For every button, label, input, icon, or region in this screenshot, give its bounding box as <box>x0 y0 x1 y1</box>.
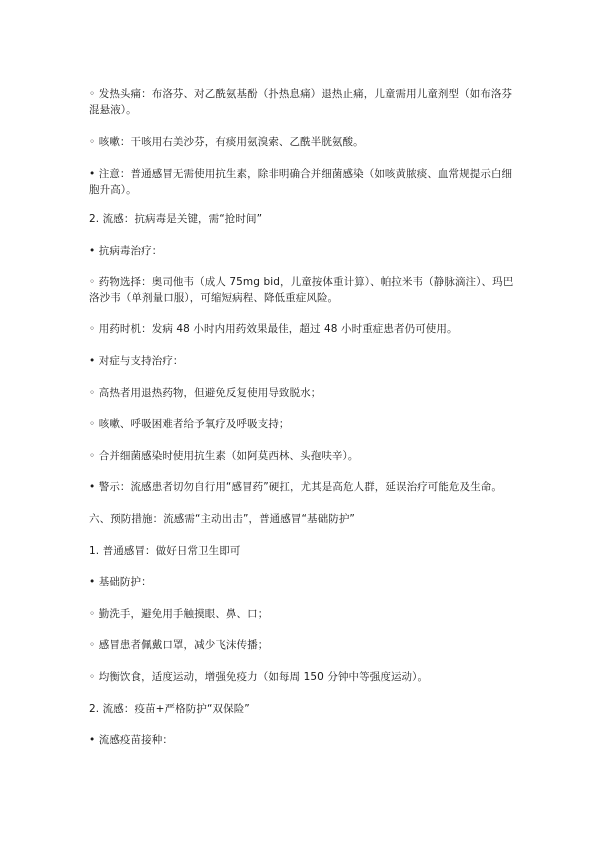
heading-flu-treatment: 2. 流感：抗病毒是关键，需“抢时间” <box>89 213 263 225</box>
paragraph-high-fever: ◦ 高热者用退热药物，但避免反复使用导致脱水； <box>89 387 322 399</box>
paragraph-bacterial-infection: ◦ 合并细菌感染时使用抗生素（如阿莫西林、头孢呋辛）。 <box>89 450 359 462</box>
paragraph-antibiotic-note: • 注意：普通感冒无需使用抗生素，除非明确合并细菌感染（如咳黄脓痰、血常规提示白细胞升高）。 <box>89 168 513 196</box>
paragraph-diet-exercise: ◦ 均衡饮食，适度运动，增强免疫力（如每周 150 分钟中等强度运动）。 <box>89 671 429 683</box>
heading-basic-protection: • 基础防护： <box>89 576 152 588</box>
paragraph-mask: ◦ 感冒患者佩戴口罩，减少飞沫传播； <box>89 639 269 651</box>
paragraph-handwashing: ◦ 勤洗手，避免用手触摸眼、鼻、口； <box>89 608 269 620</box>
heading-symptomatic-support: • 对症与支持治疗： <box>89 355 184 367</box>
heading-flu-prevention: 2. 流感：疫苗+严格防护“双保险” <box>89 703 250 715</box>
heading-antiviral: • 抗病毒治疗： <box>89 245 163 257</box>
paragraph-timing: ◦ 用药时机：发病 48 小时内用药效果最佳，超过 48 小时重症患者仍可使用。 <box>89 323 458 335</box>
paragraph-breathing: ◦ 咳嗽、呼吸困难者给予氧疗及呼吸支持； <box>89 418 290 430</box>
paragraph-drug-choice: ◦ 药物选择：奥司他韦（成人 75mg bid，儿童按体重计算）、帕拉米韦（静脉滴注）、玛巴洛沙韦（单剂量口服），可缩短病程、降低重症风险。 <box>89 276 514 304</box>
paragraph-warning: • 警示：流感患者切勿自行用“感冒药”硬扛，尤其是高危人群，延误治疗可能危及生命。 <box>89 481 503 493</box>
paragraph-fever-headache: ◦ 发热头痛：布洛芬、对乙酰氨基酚（扑热息痛）退热止痛，儿童需用儿童剂型（如布洛芬混悬液）。 <box>89 88 513 116</box>
heading-common-cold-prevention: 1. 普通感冒：做好日常卫生即可 <box>89 545 241 557</box>
paragraph-cough: ◦ 咳嗽：干咳用右美沙芬，有痰用氨溴索、乙酰半胱氨酸。 <box>89 136 364 148</box>
heading-prevention: 六、预防措施：流感需“主动出击”，普通感冒“基础防护” <box>89 513 355 525</box>
heading-vaccination: • 流感疫苗接种： <box>89 734 173 746</box>
